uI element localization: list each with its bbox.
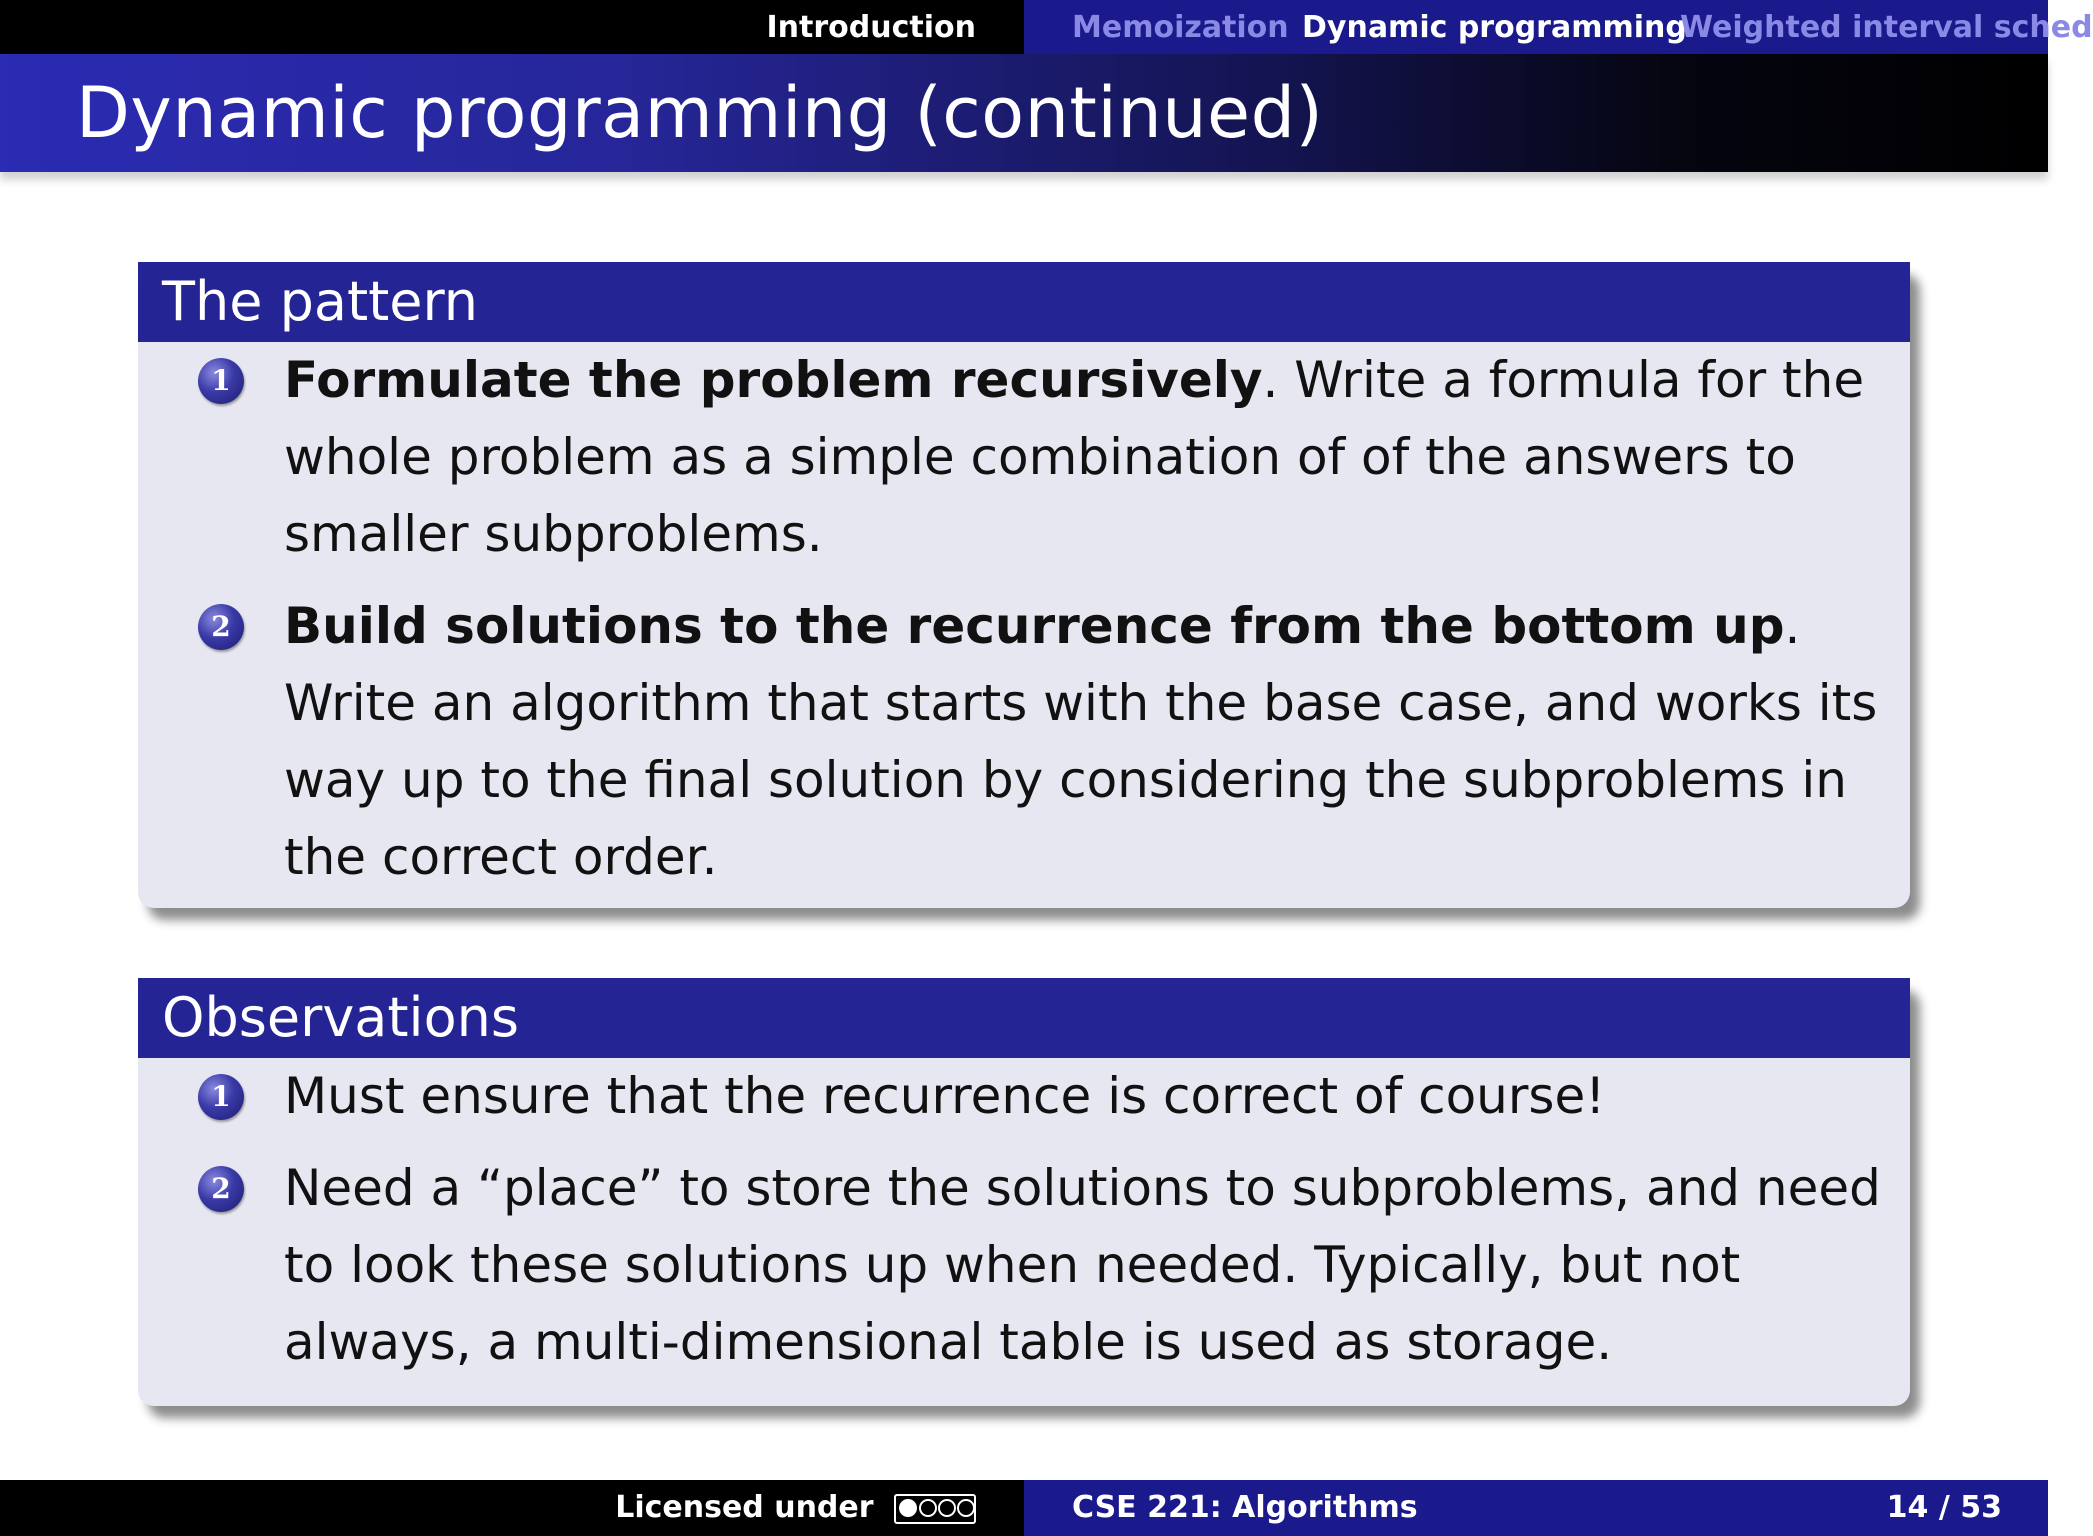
slide-title: Dynamic programming (continued) [76, 72, 1324, 154]
course-name: CSE 221: Algorithms [1072, 1490, 1418, 1525]
nav-subsection-dynamic-programming[interactable]: Dynamic programming [1302, 10, 1687, 45]
item-text: Need a “place” to store the solutions to subproblems, and need to look these solutions up when needed. Typically, but not always, a multi-dimensional table is used as storage. [284, 1159, 1881, 1371]
number-bullet-icon: 1 [198, 1074, 244, 1120]
nav-subsection-bar [1024, 0, 2093, 54]
footer-left [0, 1480, 1024, 1536]
nav-subsection-memoization[interactable]: Memoization [1072, 10, 1289, 45]
list-item [211, 1058, 1894, 1135]
item-text: Must ensure that the recurrence is correct of course! [284, 1067, 1606, 1125]
block-observations [138, 978, 1910, 1406]
block-heading: Observations [138, 978, 1910, 1058]
nav-subsection-weighted-interval[interactable]: Weighted interval sched [1680, 10, 2093, 45]
footer-right [1024, 1480, 2048, 1536]
number-bullet-icon: 1 [198, 358, 244, 404]
number-bullet-icon: 2 [198, 1166, 244, 1212]
block-heading: The pattern [138, 262, 1910, 342]
item-bold-text: Formulate the problem recursively [284, 351, 1263, 409]
list-item [211, 588, 1894, 896]
page-number: 14 / 53 [1886, 1490, 2002, 1525]
item-bold-text: Build solutions to the recurrence from the bottom up [284, 597, 1785, 655]
nav-section-bar [0, 0, 1024, 54]
license-text: Licensed under [615, 1490, 874, 1525]
list-item [211, 342, 1894, 573]
title-bar [0, 54, 2048, 172]
number-bullet-icon: 2 [198, 604, 244, 650]
footer [0, 1480, 2048, 1536]
license-note [615, 1480, 976, 1536]
item-text: . Write a formula for the whole problem as a simple combination of of the answers to smaller subproblems. [284, 351, 1865, 563]
top-navigation [0, 0, 2093, 54]
list-item [211, 1150, 1894, 1381]
item-text: . Write an algorithm that starts with the base case, and works its way up to the final solution by considering the subproblems in the correct order. [284, 597, 1878, 886]
nav-section-introduction[interactable]: Introduction [766, 10, 976, 45]
block-the-pattern [138, 262, 1910, 908]
creative-commons-by-nc-sa-icon[interactable] [894, 1494, 976, 1524]
